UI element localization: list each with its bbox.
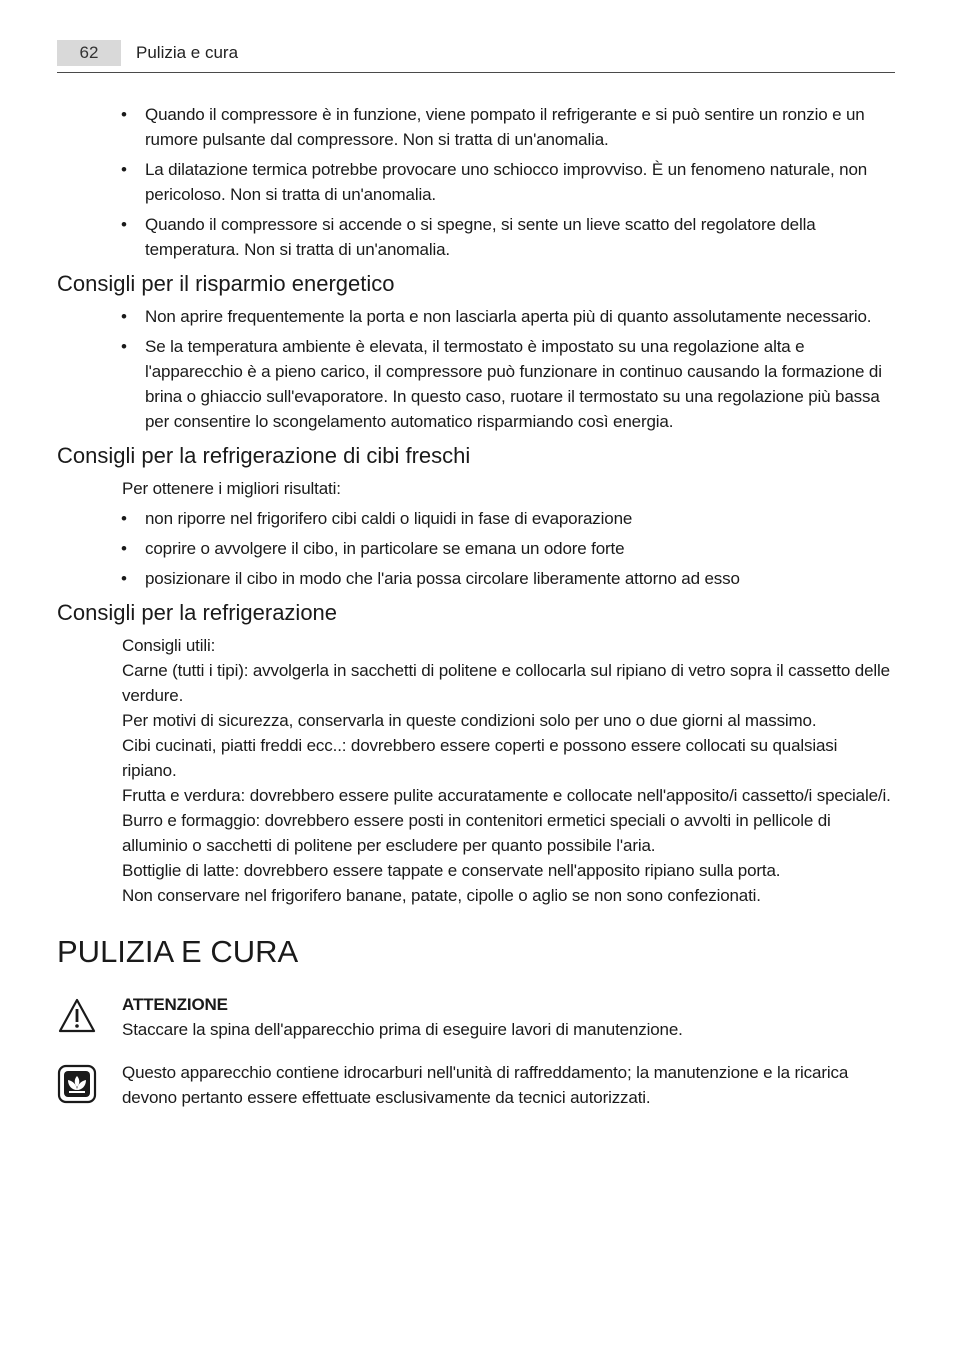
- bullet-icon: •: [121, 569, 127, 588]
- environment-notice: [57, 1060, 895, 1110]
- bullet-icon: •: [121, 337, 127, 356]
- environment-text: Questo apparecchio contiene idrocarburi nell'unità di raffreddamento; la manutenzione e la ricarica devono pertanto essere effettuate esclusivamente da tecnici autorizzati.: [122, 1063, 849, 1107]
- refrigeration-tips: [57, 633, 895, 908]
- tip-line: Per motivi di sicurezza, conservarla in queste condizioni solo per uno o due giorni al massimo.: [122, 711, 817, 730]
- list-item: [57, 566, 895, 591]
- list-item: [57, 334, 895, 434]
- fresh-bullet-list: [57, 506, 895, 591]
- list-item: [57, 102, 895, 152]
- page-content: [57, 102, 895, 1128]
- bullet-icon: •: [121, 307, 127, 326]
- list-item-text: Quando il compressore è in funzione, viene pompato il refrigerante e si può sentire un ronzio e un rumore pulsante dal compressore. Non si tratta di un'anomalia.: [145, 105, 865, 149]
- page-header: [57, 40, 895, 73]
- warning-title: ATTENZIONE: [122, 995, 228, 1014]
- list-item-text: Quando il compressore si accende o si spegne, si sente un lieve scatto del regolatore della temperatura. Non si tratta di un'anomalia.: [145, 215, 816, 259]
- list-item: [57, 304, 895, 329]
- tip-line: Non conservare nel frigorifero banane, patate, cipolle o aglio se non sono confezionati.: [122, 886, 761, 905]
- bullet-icon: •: [121, 539, 127, 558]
- bullet-icon: •: [121, 160, 127, 179]
- bullet-icon: •: [121, 105, 127, 124]
- fresh-intro: Per ottenere i migliori risultati:: [122, 479, 341, 498]
- section-heading-fresh-food: Consigli per la refrigerazione di cibi freschi: [57, 443, 471, 468]
- page-number: 62: [57, 40, 121, 66]
- list-item: [57, 212, 895, 262]
- tip-line: Frutta e verdura: dovrebbero essere pulite accuratamente e collocate nell'apposito/i cassetto/i speciale/i.: [122, 786, 891, 805]
- list-item: [57, 506, 895, 531]
- tip-line: Consigli utili:: [122, 636, 216, 655]
- list-item-text: non riporre nel frigorifero cibi caldi o liquidi in fase di evaporazione: [145, 509, 633, 528]
- tip-line: Carne (tutti i tipi): avvolgerla in sacchetti di politene e collocarla sul ripiano di vetro sopra il cassetto delle verdure.: [122, 661, 890, 705]
- warning-notice: [57, 992, 895, 1042]
- intro-bullet-list: [57, 102, 895, 262]
- list-item-text: Non aprire frequentemente la porta e non lasciarla aperta più di quanto assolutamente necessario.: [145, 307, 872, 326]
- environment-icon: [57, 1064, 97, 1104]
- list-item: [57, 536, 895, 561]
- list-item-text: La dilatazione termica potrebbe provocare uno schiocco improvviso. È un fenomeno naturale, non pericoloso. Non si tratta di un'anomalia.: [145, 160, 868, 204]
- list-item-text: Se la temperatura ambiente è elevata, il termostato è impostato su una regolazione alta e l'apparecchio è a pieno carico, il compressore può funzionare in continuo causando la formazione di brina o ghiaccio sull'evaporatore. In questo caso, ruotare il termostato su una regolazione più bassa per consentire lo scongelamento automatico risparmiando così energia.: [145, 337, 882, 431]
- warning-triangle-icon: [57, 996, 97, 1036]
- header-title: Pulizia e cura: [136, 43, 239, 62]
- section-heading-energy: Consigli per il risparmio energetico: [57, 271, 395, 296]
- warning-text: Staccare la spina dell'apparecchio prima di eseguire lavori di manutenzione.: [122, 1020, 683, 1039]
- list-item-text: posizionare il cibo in modo che l'aria possa circolare liberamente attorno ad esso: [145, 569, 740, 588]
- tip-line: Burro e formaggio: dovrebbero essere posti in contenitori ermetici speciali o avvolti in pellicole di alluminio o sacchetti di politene per escludere per quanto possibile l'aria.: [122, 811, 831, 855]
- tip-line: Bottiglie di latte: dovrebbero essere tappate e conservate nell'apposito ripiano sulla porta.: [122, 861, 781, 880]
- section-heading-refrigeration: Consigli per la refrigerazione: [57, 600, 338, 625]
- tip-line: Cibi cucinati, piatti freddi ecc..: dovrebbero essere coperti e possono essere collocati su qualsiasi ripiano.: [122, 736, 838, 780]
- list-item: [57, 157, 895, 207]
- list-item-text: coprire o avvolgere il cibo, in particolare se emana un odore forte: [145, 539, 625, 558]
- energy-bullet-list: [57, 304, 895, 434]
- bullet-icon: •: [121, 215, 127, 234]
- bullet-icon: •: [121, 509, 127, 528]
- chapter-title: PULIZIA E CURA: [57, 934, 299, 969]
